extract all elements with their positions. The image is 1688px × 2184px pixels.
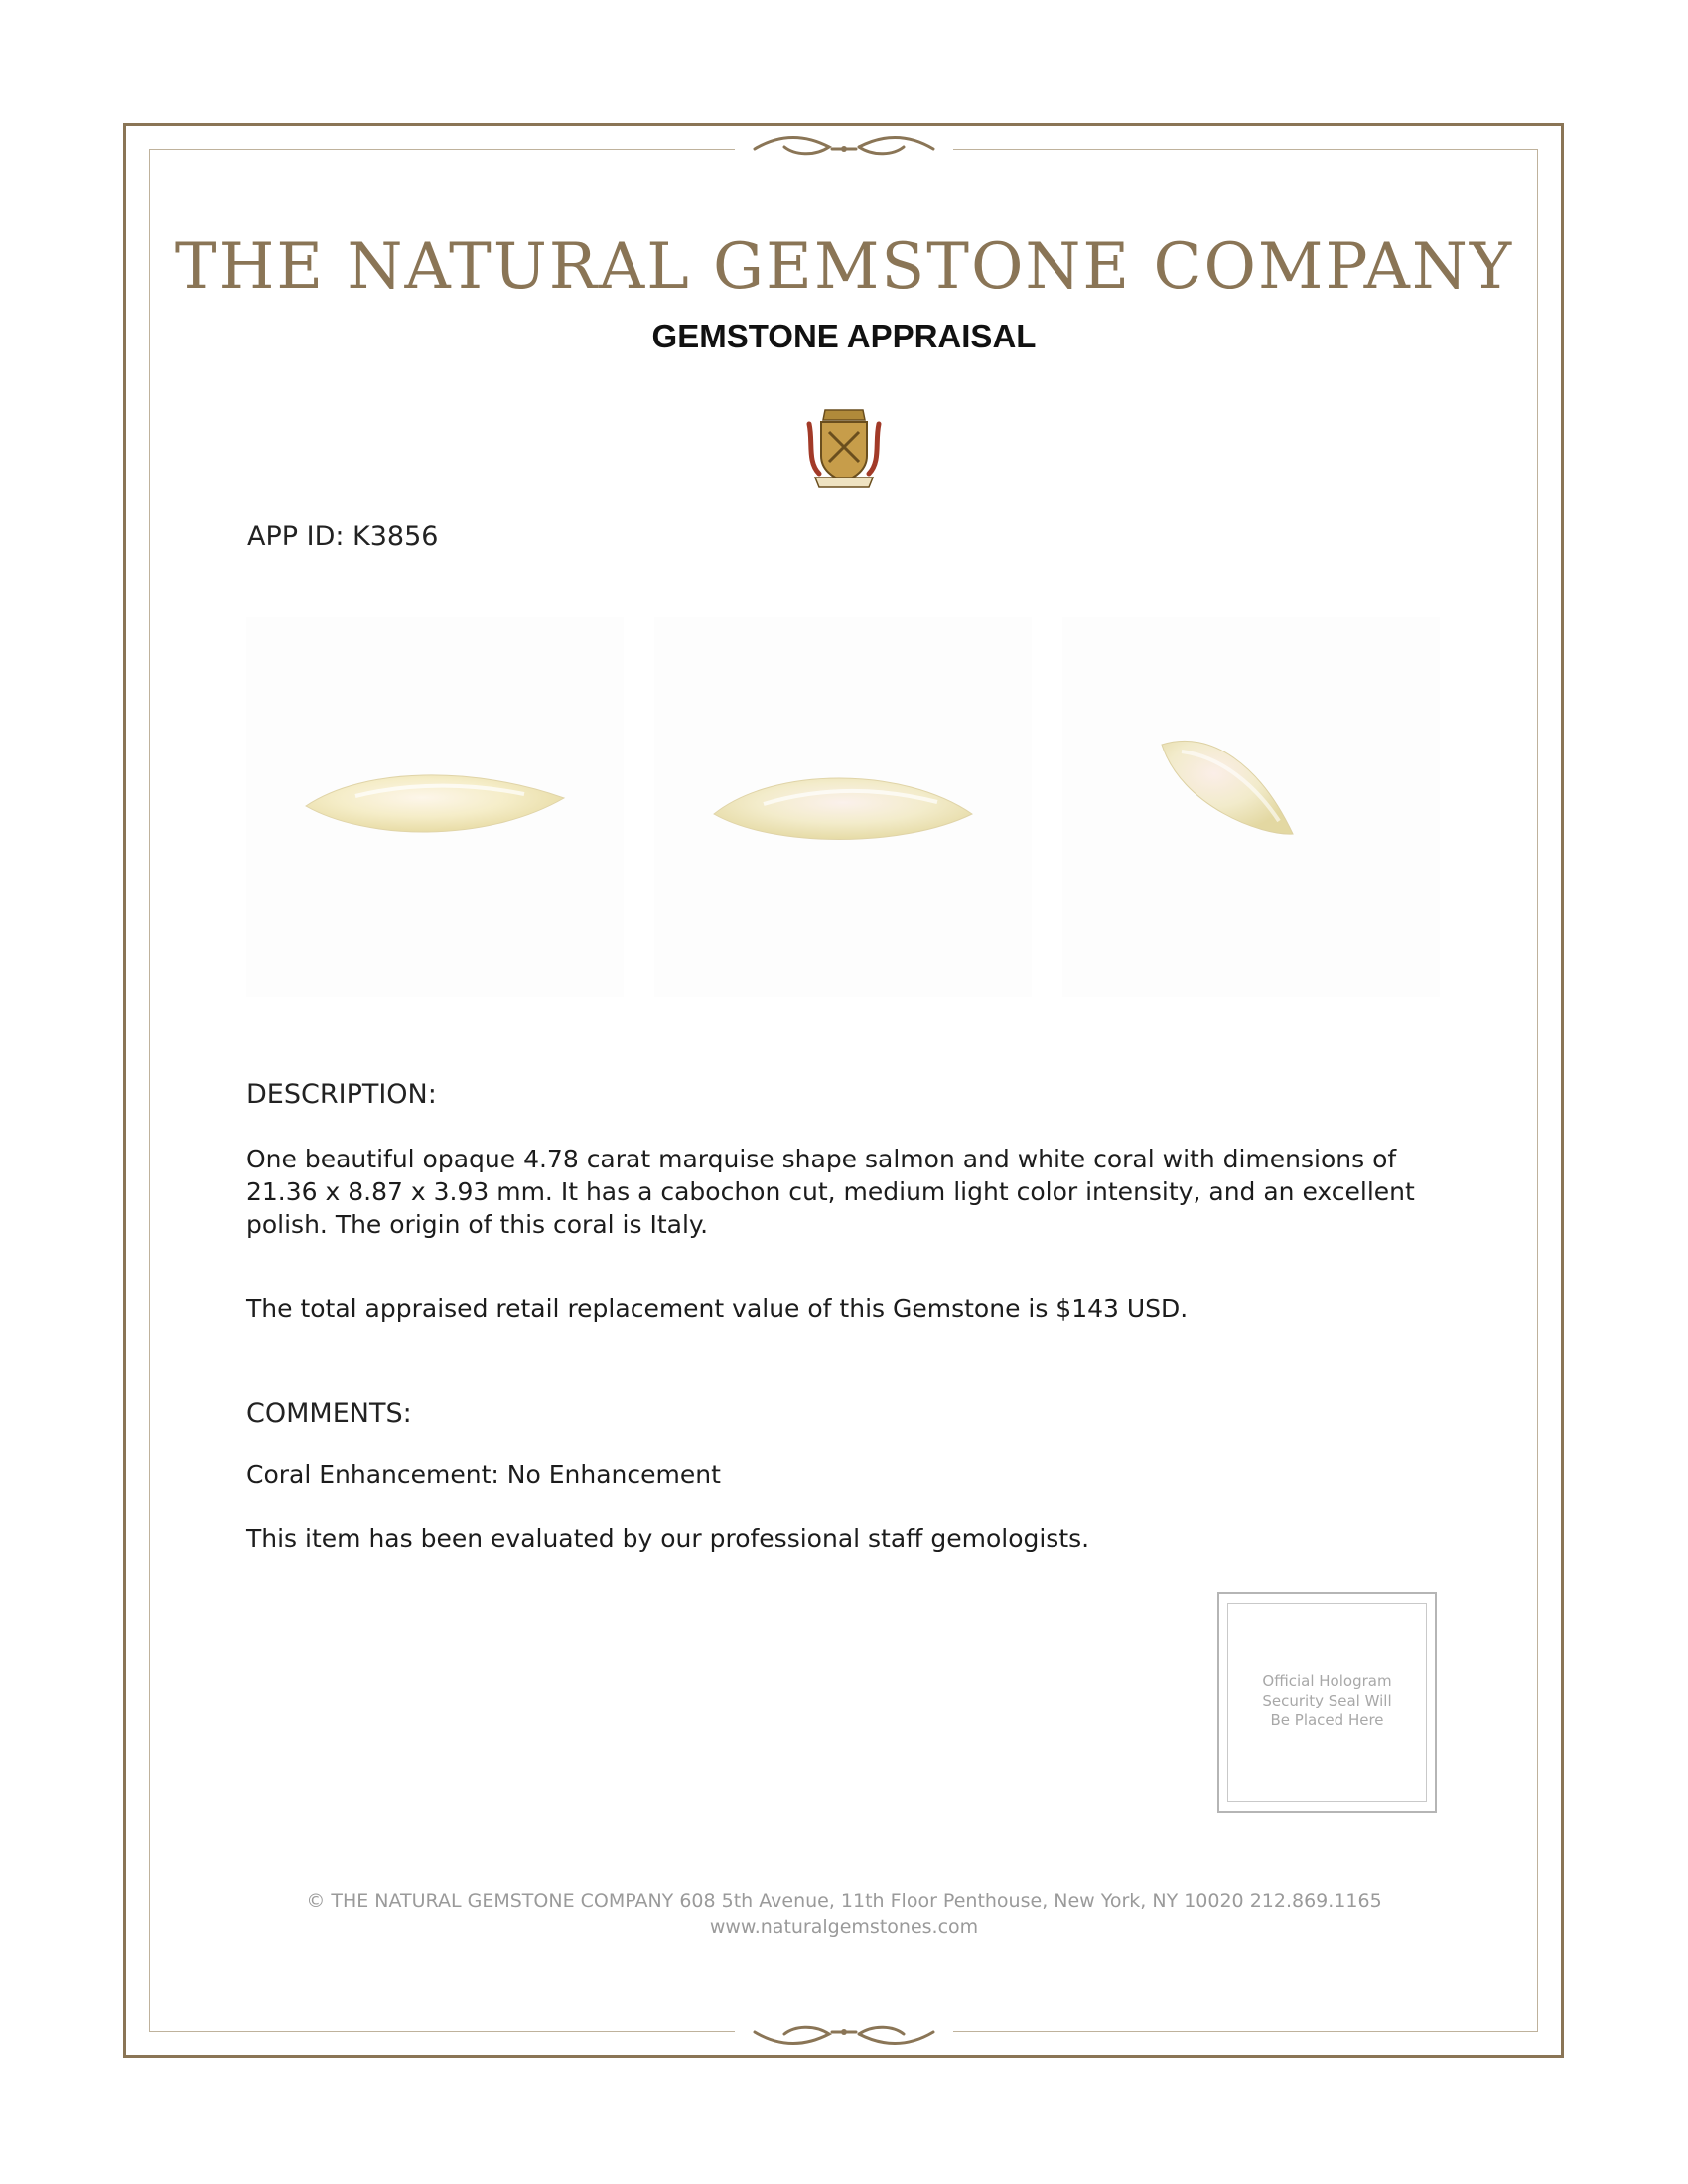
evaluation-comment: This item has been evaluated by our professional staff gemologists.: [246, 1524, 1090, 1553]
gemstone-photos: [246, 617, 1440, 997]
hologram-seal-text: Official Hologram Security Seal Will Be Placed Here: [1262, 1672, 1392, 1729]
appraised-value-statement: The total appraised retail replacement value of this Gemstone is $143 USD.: [246, 1295, 1189, 1323]
enhancement-comment: Coral Enhancement: No Enhancement: [246, 1460, 721, 1489]
document-subtitle: GEMSTONE APPRAISAL: [651, 318, 1037, 354]
appraisal-id: APP ID: K3856: [247, 521, 439, 552]
gemstone-photo-side: [654, 617, 1032, 997]
description-heading: DESCRIPTION:: [246, 1079, 437, 1110]
gemstone-photo-front: [246, 617, 624, 997]
company-title: THE NATURAL GEMSTONE COMPANY: [174, 230, 1514, 304]
gemstone-photo-angle: [1062, 617, 1440, 997]
top-ornament-icon: [735, 129, 953, 169]
footer-website: www.naturalgemstones.com: [709, 1916, 979, 1938]
crest-shield-icon: [799, 402, 889, 493]
comments-heading: COMMENTS:: [246, 1398, 412, 1429]
bottom-ornament-icon: [735, 2012, 953, 2052]
footer-address: © THE NATURAL GEMSTONE COMPANY 608 5th Avenue, 11th Floor Penthouse, New York, NY 10020 212.869.1165: [306, 1890, 1382, 1912]
description-text: One beautiful opaque 4.78 carat marquise shape salmon and white coral with dimensions of 21.36 x 8.87 x 3.93 mm. It has a cabochon cut, medium light color intensity, and an excellent polish. The origin of this coral is Italy.: [246, 1145, 1415, 1239]
